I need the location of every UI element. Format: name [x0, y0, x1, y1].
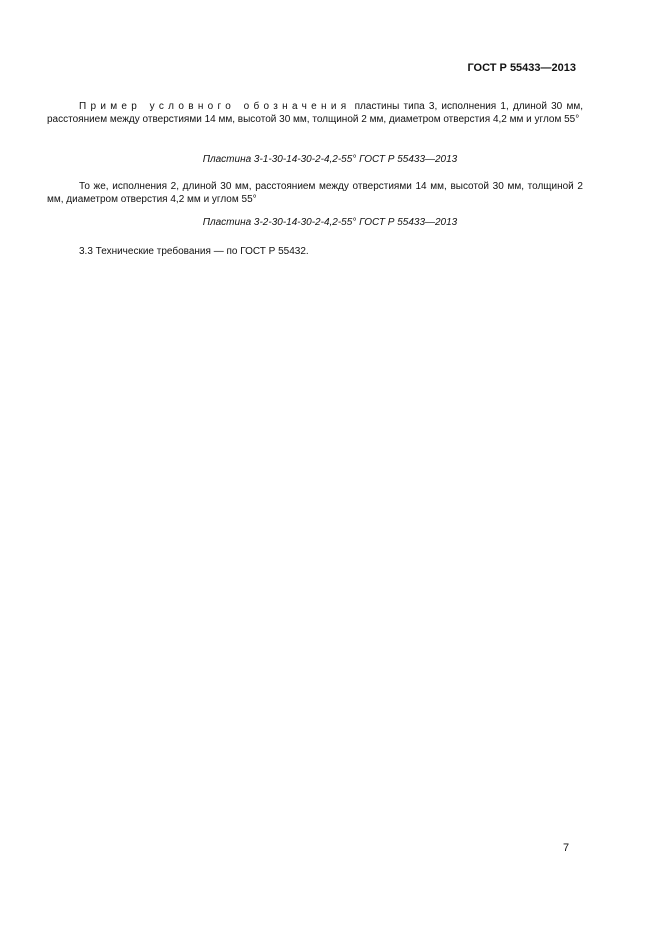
document-header-code: ГОСТ Р 55433—2013 — [467, 62, 576, 74]
example-1-text: пластины типа 3, исполнения 1, длиной 30 мм, расстоянием между отверстиями 14 мм, высотой 30 мм, толщиной 2 мм, диаметром отверстия 4,2 мм и углом 55° — [47, 101, 583, 125]
section-3-3-paragraph: 3.3 Технические требования — по ГОСТ Р 55432. — [79, 246, 309, 257]
example-paragraph-2: То же, исполнения 2, длиной 30 мм, расстоянием между отверстиями 14 мм, высотой 30 мм, толщиной 2 мм, диаметром отверстия 4,2 мм и углом 55° — [47, 181, 583, 205]
page-number: 7 — [563, 842, 570, 854]
designation-1: Пластина 3-1-30-14-30-2-4,2-55° ГОСТ Р 55433—2013 — [202, 154, 458, 165]
designation-2: Пластина 3-2-30-14-30-2-4,2-55° ГОСТ Р 55433—2013 — [202, 217, 458, 228]
example-paragraph-1 — [47, 100, 583, 126]
example-lead-spaced: Пример условного обозначения — [79, 101, 351, 112]
